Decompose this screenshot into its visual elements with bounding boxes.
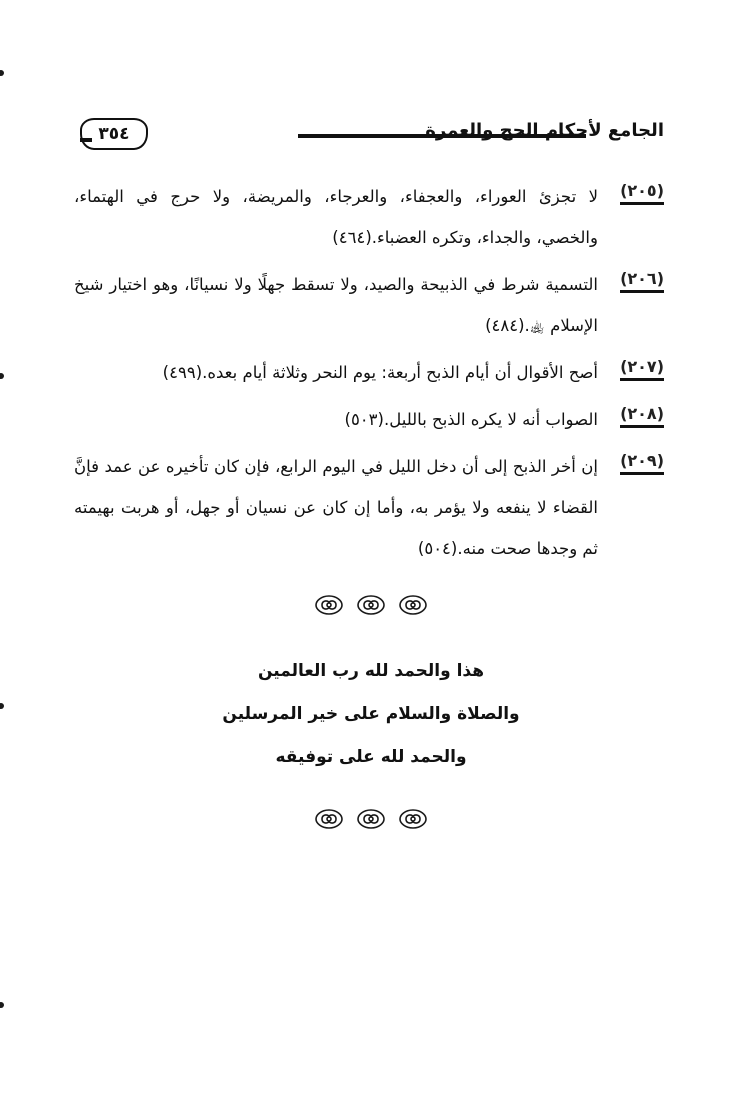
- entry-number: (٢٠٨): [598, 399, 664, 423]
- rulings-list: [74, 176, 664, 575]
- entry-text: أصح الأقوال أن أيام الذبح أربعة: يوم النحر وثلاثة أيام بعده.(٤٩٩): [162, 363, 598, 382]
- scan-dot: [0, 373, 4, 379]
- floral-ornament-icon: [355, 594, 387, 616]
- list-item: [74, 352, 664, 393]
- book-title: الجامع لأحكام الحج والعمرة: [425, 120, 664, 141]
- entry-number: (٢٠٩): [598, 446, 664, 470]
- closing-line: والصلاة والسلام على خير المرسلين: [222, 704, 520, 724]
- scan-dot: [0, 70, 4, 76]
- ornament-divider-bottom: [0, 808, 742, 830]
- closing-line: هذا والحمد لله رب العالمين: [257, 661, 485, 681]
- page-number: ٣٥٤: [98, 124, 130, 144]
- ornament-divider-top: [0, 594, 742, 616]
- entry-text: لا تجزئ العوراء، والعجفاء، والعرجاء، والمريضة، ولا حرج في الهتماء، والخصي، والجداء، وتكره العضباء.(٤٦٤): [74, 187, 598, 247]
- entry-text: إن أخر الذبح إلى أن دخل الليل في اليوم الرابع، فإن كان تأخيره عن عمد فإنَّ القضاء لا ينفعه ولا يؤمر به، وأما إن كان عن نسيان أو جهل، أو هربت بهيمته ثم وجدها صحت منه.(٥٠٤): [74, 457, 598, 558]
- closing-line: والحمد لله على توفيقه: [275, 747, 467, 767]
- entry-number: (٢٠٦): [598, 264, 664, 288]
- floral-ornament-icon: [355, 808, 387, 830]
- list-item: [74, 446, 664, 569]
- entry-text: الصواب أنه لا يكره الذبح بالليل.(٥٠٣): [344, 410, 598, 429]
- scan-dot: [0, 1002, 4, 1008]
- page-header: [72, 116, 664, 156]
- list-item: [74, 399, 664, 440]
- page-number-badge: [80, 118, 148, 150]
- list-item: [74, 264, 664, 346]
- entry-number: (٢٠٥): [598, 176, 664, 200]
- floral-ornament-icon: [397, 594, 429, 616]
- list-item: [74, 176, 664, 258]
- closing-formula: [0, 650, 742, 779]
- entry-number: (٢٠٧): [598, 352, 664, 376]
- floral-ornament-icon: [313, 808, 345, 830]
- floral-ornament-icon: [397, 808, 429, 830]
- entry-text: التسمية شرط في الذبيحة والصيد، ولا تسقط جهلًا ولا نسيانًا، وهو اختيار شيخ الإسلام ﵀.(٤٨٤): [74, 275, 598, 335]
- floral-ornament-icon: [313, 594, 345, 616]
